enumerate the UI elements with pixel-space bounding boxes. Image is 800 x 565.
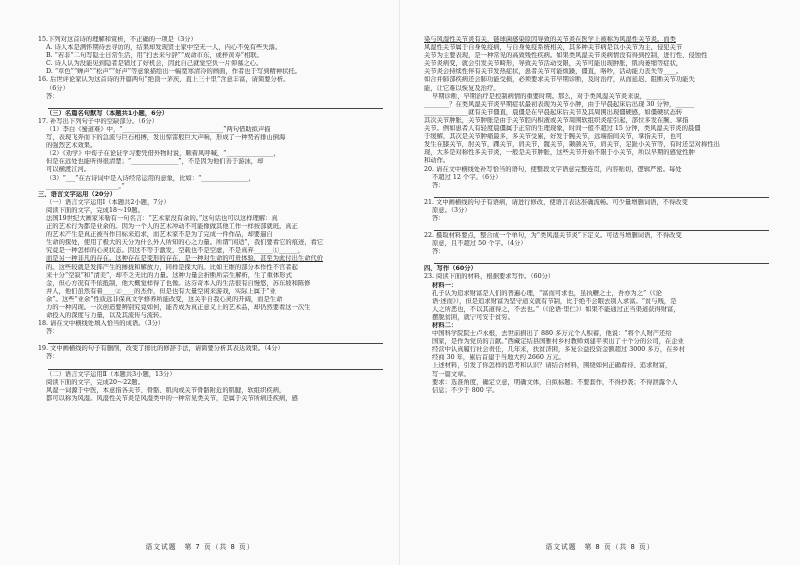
text-line: 的。这些较就是发挥产生的掺拢和解放力，同样是探大的。比如王维的部分本作性不宫者起	[46, 263, 298, 271]
text-line: ________？在类风湿关节炎早期症状最初表现为关节小肿，由于早晨起床后出现 30 分钟，______	[424, 100, 695, 108]
text-line: 正的艺术行为都是业余的。因为一个人的艺术冲动不可能像做其他工作一样按部就班。真正	[46, 223, 298, 231]
text-line: 孔子认为追求财富是人们的普遍心理，“富而可求也，虽执鞭之士，吾亦为之”（《论	[432, 289, 662, 297]
text-line: 现，大多是对称性多关节炎，一般是关节肿胀，这些关节开始不限于小关节，所以早期的感觉性肿	[424, 149, 695, 157]
text-line: （二）语言文字运用Ⅱ（本题共3小题，13分）	[46, 370, 176, 378]
text-line: 20. 请在文中横线处补写恰当的语句，使整段文字语意完整连贯，内容贴切，逻辑严密。每处	[424, 165, 682, 173]
text-line: 关节为主要表现，是一种常见的高致残性疾病。如果类风湿关节炎病情没有得到控制，进行性、侵蚀性	[424, 52, 708, 60]
text-line: 上述材料，引发了你怎样的思考和认识？请结合材料，围绕如何正确看待、追求财富，	[432, 362, 672, 370]
text-line: （一）语言文字运用Ⅰ（本题共2小题，7分）	[46, 198, 170, 206]
text-line: 经商 30 年，累后首建于当地大约 2660 万元。	[432, 354, 565, 362]
text-line: 早期诊断，早期治疗是控制病情的重要时期。那么，对于类风湿关节炎来说，______	[432, 92, 665, 100]
text-line: 染与风湿性关节炎有关，链球菌感染原因导致的关节炎在医学上被称为风湿性关节炎。而类	[424, 36, 676, 43]
text-line: 信息；不少于 800 字。	[432, 386, 499, 394]
text-line: 19. 文中画横线的句子有删削，改变了排比的修辞手法，请简要分析其表达效果。（4分）	[38, 345, 284, 353]
text-line: 的强烈艺术效果。	[46, 142, 97, 150]
text-line: 风湿一词源于中医，本意指各关节、骨骼、肌肉或关节骨骼附近的肌腱，软组织疾病，	[46, 386, 286, 394]
text-line: 关节炎病变，就会引发关节畸形，导致关节活动受限，关节可能出现肿胀，肌肉萎缩等症状，	[424, 60, 683, 68]
text-line: 答：	[46, 92, 59, 100]
text-line: 三、语言文字运用（20分）	[38, 190, 117, 198]
text-line: 而是另一种非凡的存在。这种存在是变形的存在，是一种对生命的可贵体验，甚至为此付出生命代价	[46, 255, 324, 263]
text-line: 18. 请在文中横线处填入恰当的成语。（3分）	[38, 320, 165, 328]
text-line: （3）“___”在古诗词中是入诗经常运用的意象，比如：“_______________，	[46, 174, 255, 182]
text-line: C. 诗人认为没能见到隐者是错过了好机会，因此自己就觉空负一片仰慕之心。	[46, 60, 263, 68]
text-line: 国家，是作为党员的言献。”西藏定结县国雅村乡村教师刘建平卖出了十个分的公司，在企业	[432, 338, 684, 346]
text-line: 答：	[46, 353, 59, 361]
text-line: 答：	[432, 181, 445, 189]
text-line: 命投入的深度与力量，以及其流传与流转。	[46, 312, 166, 320]
text-line: 21. 文中画横线的句子有语病，请进行修改，使语言表达准确流畅。可少量增删词语，不得改变	[424, 198, 688, 206]
text-line: 风湿性关节属于自身免疫病，与自身免疫系统相关，其多种关节病是以小关节为主，侵犯关节	[424, 44, 683, 52]
answer-line[interactable]	[48, 362, 383, 370]
text-line: （6分）	[46, 84, 69, 92]
text-line: _______________________。”	[46, 182, 125, 190]
page-7-content	[38, 36, 383, 403]
text-line: A. 诗人本是满怀期待去寻访的，结果却发现贤士家中空无一人，内心不免有些失落。	[46, 44, 282, 52]
text-line: 井人，他们虽然有着____②____的杰作，但是也有大量空闲来游戏，实际上属于“业	[46, 287, 276, 295]
text-line: 金，但心方况有不依抵制，他大概觉样得了也像。达芬奇本人的生活很有自慢悠，苏东坡和陈修	[46, 279, 311, 287]
text-line: 阅读下面的文字，完成20～22题。	[46, 378, 144, 386]
text-line: 人之所恶也，不以其道得之，不去也。”（《论语·里仁》）如果不能通过正当渠道获得财富，	[432, 305, 680, 313]
text-line: 17. 补写出下列句子中的空缺部分。（6分）	[38, 117, 158, 125]
text-line: 生命的探处，使用了极大的天分为什么外人所知的心之力量。所谓“闲适”，我们要看它的痕迹，看它	[46, 239, 324, 247]
page-8-content	[424, 36, 769, 395]
text-line: 和动作。	[424, 157, 450, 165]
page-8-footer: 语文试题 第 8 页（共 8 页）	[545, 543, 655, 551]
answer-line[interactable]	[434, 190, 769, 198]
text-line: （1）李白《蜀道难》中，“________________________________”两句借助拟声描	[46, 125, 271, 133]
answer-line[interactable]	[48, 336, 383, 344]
text-line: 如合并肺部疾病还会肺功能受损，必须要求关节早期诊断，及时治疗，从而延迟、阻断关节功能失	[424, 76, 695, 84]
text-line: 的艺术产生是真正被当作目标来追求，而艺术家不是为了完成一件作品，却要逼自	[46, 231, 273, 239]
text-line: 究竟是一种怎样的心灵状态。因这不等于激发，空载也不是空虚，不是真弃______①______，	[46, 247, 305, 255]
text-line: 答：	[46, 328, 59, 336]
text-line: 答：	[432, 248, 445, 256]
text-line: 关节炎会持续性伴有关节发热症状，患者关节可能烦躁，僵直，咯吵，活动能力丧失等____。	[424, 68, 683, 76]
text-line: 法国19世纪大画家米勒有一句名言：“艺术家没有余的。”这句话也可以这样理解：真	[46, 214, 278, 222]
text-line: 力的一种闪现。一次创造要辨别究竟如何，能否成为真正意义上的艺术品，却仍然要看这一次生	[46, 304, 311, 311]
text-line: 但是在远处也能听得很清楚；“_______________”，不是因为他们善于游泳，却	[46, 158, 264, 166]
text-line: 15.下列对这首诗的理解和赏析，不正确的一项是（3分）	[38, 36, 197, 43]
text-line: 材料二：	[432, 322, 458, 329]
text-line: B. “若非”二句写隐士日常生活，用“扫去来兮辞”“成命市东，或梓黄寿”相联。	[46, 52, 263, 60]
page-7-footer: 语文试题 第 7 页（共 8 页）	[145, 543, 255, 551]
text-line: 四、写作（60分）	[424, 265, 477, 273]
text-line: 不超过 12 个字。（6分）	[432, 173, 502, 181]
text-line: D. “草色”“蝉声”“松声”“好声”等意象描绘出一幅宽寒清冷的画面，作者也于写到精神状托。	[46, 68, 301, 76]
text-line: 要求：选准角度，确定立意，明确文体，自拟标题；不要套作，不得抄袭；不得泄露个人	[432, 378, 678, 386]
text-line: 摆脱贫困，就宁可安于贫穷。	[432, 313, 514, 321]
text-line: 材料一：	[432, 281, 458, 289]
text-line: 都可以称为风湿。风湿性关节炎是风湿类中的一种常见类关节，是属于关节所病还疾病，感	[46, 394, 298, 402]
text-line: 语·述而》），但是追求财富为坚守道义就有节制，比于绝不会眠去别人求富。“贫与贱，是	[432, 297, 677, 305]
answer-line[interactable]	[48, 101, 383, 109]
text-line: 中国科学院院士卢永根，去世前捐出了 880 多万元个人积蓄，他说：“将个人财产还给	[432, 330, 672, 338]
text-line: 16. 后世评论家认为这首诗的开篇两句“绝顶一茅茨，直上三十里”含意丰富，请简要分析。	[38, 76, 290, 84]
text-line: 能，让它难以恢复及治疗。	[424, 84, 500, 92]
text-line: 经营中认真履行社会责任，几年来，扶贫济困，多复公益投资金额超过 3000 多万，在乡村	[432, 346, 686, 354]
text-line: 其次关节肿胀，关节肿胀是由于关节腔内积液或关节周围软组织炎症引起，部位多发在腕、掌指	[424, 116, 689, 124]
text-line: （2）《劝学》中荀子在论证学习要凭借外物时说，顺着风呼喊，“_______________，	[46, 150, 280, 158]
text-line: 余”。这些“业余”性质远非保真文学修养所能改变，这关乎自我心灵的开阔，而是生命	[46, 295, 283, 303]
text-line: 关节。例如患者人有轻度晨僵属于正常的生理现象，时间一般不超过 15 分钟，类风湿关节炎的晨僵	[424, 125, 701, 133]
exam-page-8	[400, 0, 800, 565]
text-line: 原意。（3分）	[432, 206, 471, 214]
text-line: 写一篇文章。	[432, 370, 470, 378]
text-line: ______________就有关节僵直，晨僵是在早晨起床后关节及其周围出现僵硬感，如僵硬状态转	[424, 108, 683, 116]
text-line: （三）名篇名句默写（本题共1小题，6分）	[46, 109, 169, 117]
text-line: 答：	[432, 214, 445, 222]
answer-line[interactable]	[434, 256, 769, 264]
text-line: 可以横渡江河。	[46, 166, 91, 174]
text-line: 写，表现飞奔而下的急流与巨石相搏，发出惊雷般巨大声响，形成了一种势若排山倒海	[46, 134, 286, 142]
text-line: 23. 阅读下面的材料，根据要求写作。（60分）	[424, 273, 555, 281]
text-line: 于缓解，其次是关节肿痛最多，多关节受累，好发于腕关节，远端指间关节，掌指关节，也可	[424, 133, 683, 141]
text-line: 阅读下面的文字，完成18～19题。	[46, 206, 144, 214]
text-line: 22. 摄取材料要点，整合成一个单句，为“类风湿关节炎”下定义。可适当增删词语，不得改变	[424, 232, 682, 240]
answer-line[interactable]	[434, 223, 769, 231]
text-line: 原意，且不超过 50 个字。（4分）	[432, 240, 527, 248]
text-line: 来十分“空寂”和“清美”，却不乏无比的力量。这种力量会折断所宗生解析，生了重体形式	[46, 271, 292, 279]
text-line: 发生在膝关节，肘关节，踝关节，肩关节，髋关节，颞颌关节，肩关节，足趾小关节等，有时还呈对称性出	[424, 141, 720, 149]
